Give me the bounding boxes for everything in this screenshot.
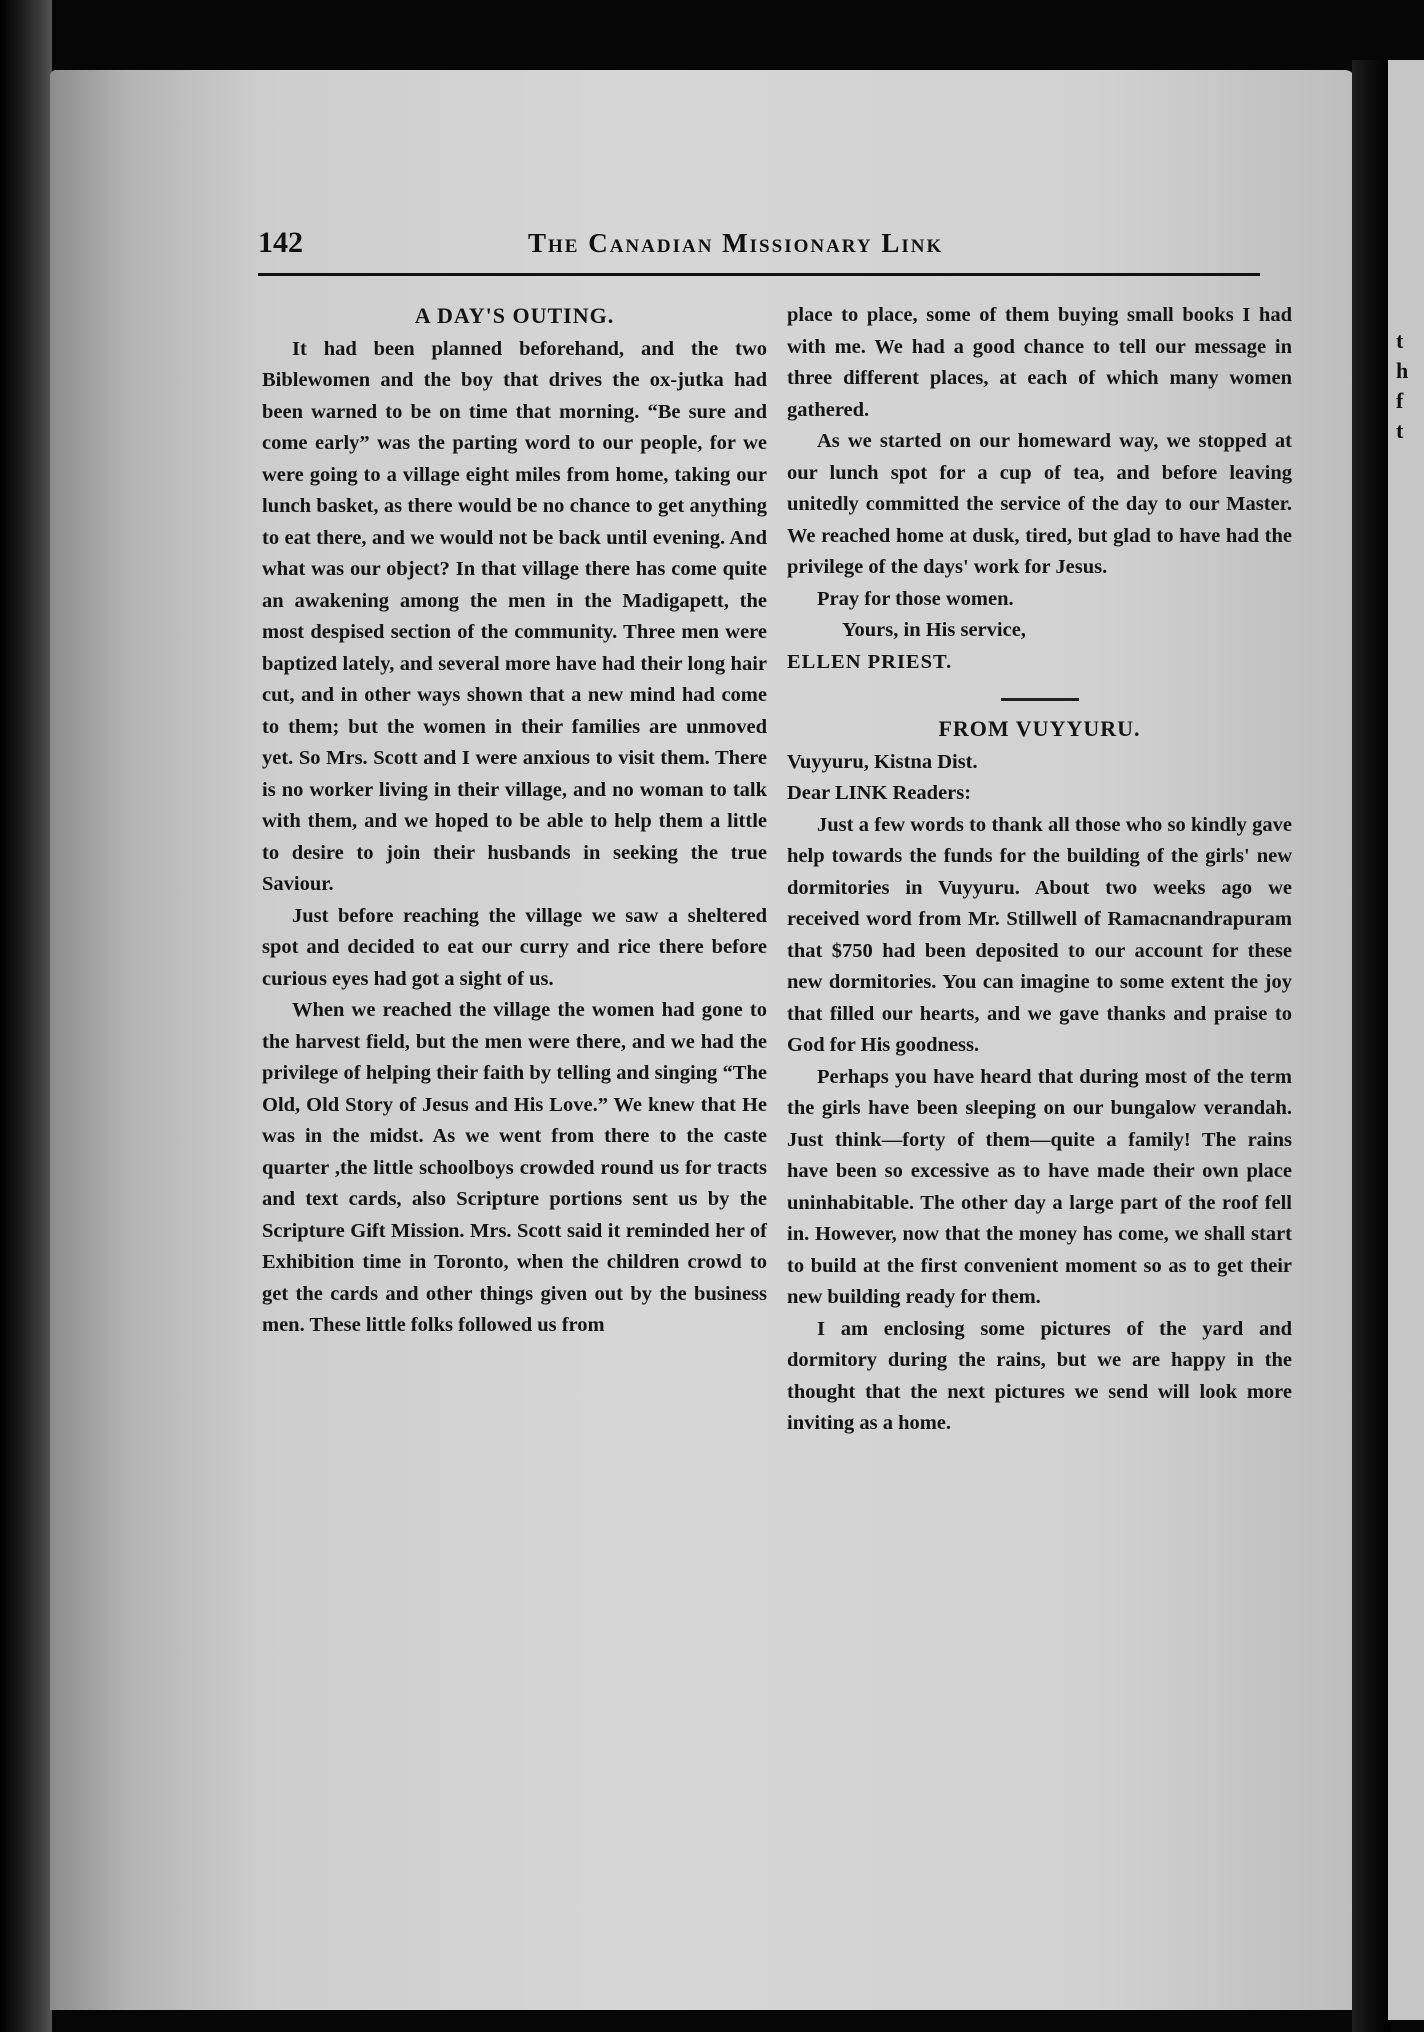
paragraph: Perhaps you have heard that during most of the term the girls have been sleeping on our bungalow verandah. Just think—forty of them—quite a family! The rains have been so excessive as to have made their own place uninhabitable. The other day a large part of the roof fell in. However, now that the money has come, we shall start to build at the first convenient moment so as to get their new building ready for them.	[787, 1065, 1292, 1308]
section-divider	[1001, 698, 1079, 701]
paragraph-continued: place to place, some of them buying small books I had with me. We had a good chance to tell our message in three different places, at each of which many women gathered.	[787, 304, 1292, 421]
adjacent-page-fragment: t	[1396, 418, 1404, 443]
paragraph: As we started on our homeward way, we stopped at our lunch spot for a cup of tea, and before leaving unitedly committed the service of the day to our Master. We reached home at dusk, tired, but glad to have had the privilege of the days' work for Jesus.	[787, 430, 1292, 578]
paragraph: It had been planned beforehand, and the two Biblewomen and the boy that drives the ox-jutka had been warned to be on time that morning. “Be sure and come early” was the parting word to our people, for we were going to a village eight miles from home, taking our lunch basket, as there would be no chance to get anything to eat there, and we would not be back until evening. And what was our object? In that village there has come quite an awakening among the men in the Madigapett, the most despised section of the community. Three men were baptized lately, and several more have had their long hair cut, and in other ways shown that a new mind had come to them; but the women in their families are unmoved yet. So Mrs. Scott and I were anxious to visit them. There is no worker living in their village, and no woman to talk with them, and we hoped to be able to help them a little to desire to join their husbands in seeking the true Saviour.	[262, 337, 767, 895]
page-header	[258, 222, 1260, 272]
paragraph: Just before reaching the village we saw a sheltered spot and decided to eat our curry and rice there before curious eyes had got a sight of us.	[262, 904, 767, 990]
right-column	[787, 300, 1292, 1440]
adjacent-page-fragment: h	[1396, 358, 1409, 383]
page-number: 142	[258, 226, 303, 259]
left-column	[262, 300, 767, 1342]
book-gutter	[1352, 60, 1390, 2032]
paragraph: Pray for those women.	[817, 587, 1014, 610]
signature: ELLEN PRIEST.	[787, 650, 953, 673]
adjacent-page-fragment: f	[1396, 388, 1404, 413]
closing-line: Yours, in His service,	[842, 619, 1026, 641]
salutation: Dear LINK Readers:	[787, 782, 972, 804]
adjacent-page-strip	[1388, 60, 1424, 2020]
paragraph: I am enclosing some pictures of the yard and dormitory during the rains, but we are happy in the thought that the next pictures we send will look more inviting as a home.	[787, 1317, 1292, 1434]
header-rule	[258, 273, 1260, 276]
article-title: A DAY'S OUTING.	[414, 303, 615, 328]
dateline-place: Vuyyuru, Kistna Dist.	[787, 750, 978, 773]
paragraph: Just a few words to thank all those who so kindly gave help towards the funds for the building of the girls' new dormitories in Vuyyuru. About two weeks ago we received word from Mr. Stillwell of Ramacnandrapuram that $750 had been deposited to our account for these new dormitories. You can imagine to some extent the joy that filled our hearts, and we gave thanks and praise to God for His goodness.	[787, 813, 1292, 1056]
article-title: FROM VUYYURU.	[938, 716, 1141, 741]
adjacent-page-fragment: t	[1396, 328, 1404, 353]
running-title: The Canadian Missionary Link	[528, 228, 944, 258]
book-binding-edge	[0, 0, 52, 2032]
paragraph: When we reached the village the women had gone to the harvest field, but the men were there, and we had the privilege of helping their faith by telling and singing “The Old, Old Story of Jesus and His Love.” We knew that He was in the midst. As we went from there to the caste quarter ,the little schoolboys crowded round us for tracts and text cards, also Scripture portions sent us by the Scripture Gift Mission. Mrs. Scott said it reminded her of Exhibition time in Toronto, when the children crowd to get the cards and other things given out by the business men. These little folks followed us from	[262, 999, 767, 1336]
